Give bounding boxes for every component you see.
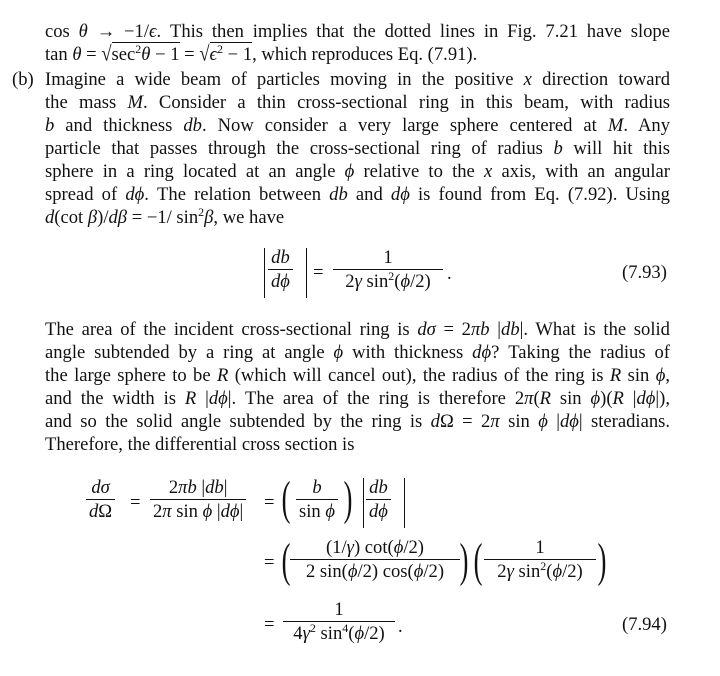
period: .	[398, 616, 403, 637]
equals-sign: =	[313, 262, 324, 283]
equals-sign: =	[264, 492, 275, 513]
text-line: b and thickness db. Now consider a very large sphere centered at M. Any	[45, 115, 670, 136]
equals-sign: =	[264, 552, 275, 573]
denominator: dϕ	[271, 271, 290, 292]
fraction	[283, 599, 395, 646]
text-line: cos θ → −1/ϵ. This then implies that the dotted lines in Fig. 7.21 have slope	[45, 21, 670, 42]
text-line: $\tan \theta = √\sec^2\theta - 1 = √\epsilon^2 - 1$, which reproduces Eq. (7.91).	[45, 42, 478, 67]
text-line: Therefore, the differential cross section is	[45, 434, 355, 455]
equals-sign: =	[264, 614, 275, 635]
denominator: dΩ	[89, 501, 113, 522]
left-paren: (	[281, 534, 291, 587]
numerator: db	[369, 477, 388, 498]
numerator: 1	[383, 247, 393, 268]
denominator: sin ϕ	[299, 501, 335, 522]
text-line: sphere in a ring located at an angle ϕ relative to the x axis, with an angular	[45, 161, 670, 182]
equals-sign: =	[130, 492, 141, 513]
abs-bar	[264, 248, 265, 298]
fraction	[150, 477, 246, 524]
denominator: dϕ	[369, 501, 388, 522]
text-line: angle subtended by a ring at angle ϕ with thickness dϕ? Taking the radius of	[45, 342, 670, 363]
text-line: the mass M. Consider a thin cross-sectional ring in this beam, with radius	[45, 92, 670, 113]
text-line: d(cot β)/dβ = −1/ $\sin^2\beta$, we have	[45, 205, 285, 228]
right-paren: )	[459, 534, 469, 587]
numerator: 1	[334, 599, 344, 620]
numerator: (1/γ) cot(ϕ/2)	[325, 537, 424, 558]
right-paren: )	[597, 534, 607, 587]
numerator: 2πb |db|	[168, 477, 228, 498]
fraction	[484, 537, 596, 584]
abs-bar	[363, 478, 364, 528]
equation-number: (7.93)	[622, 262, 667, 283]
text-line: and the width is R |dϕ|. The area of the ring is therefore 2π(R sin ϕ)(R |dϕ|),	[45, 388, 670, 409]
denominator: 2γ $\sin^2(\phi/2)$	[497, 559, 583, 582]
numerator: db	[271, 247, 290, 268]
denominator: 2 sin(ϕ/2) cos(ϕ/2)	[305, 561, 445, 582]
numerator: dσ	[91, 477, 110, 498]
numerator: b	[312, 477, 322, 498]
fraction	[366, 477, 391, 524]
text-line: the large sphere to be R (which will cancel out), the radius of the ring is R sin ϕ,	[45, 365, 671, 386]
left-paren: (	[473, 534, 483, 587]
equation-number: (7.94)	[622, 614, 667, 635]
text-line: spread of dϕ. The relation between db and dϕ is found from Eq. (7.92). Using	[45, 184, 670, 205]
item-label: (b)	[12, 69, 34, 90]
abs-bar	[404, 478, 405, 528]
text-line: The area of the incident cross-sectional ring is dσ = 2πb |db|. What is the solid	[45, 319, 670, 340]
text-line: Imagine a wide beam of particles moving in the positive x direction toward	[45, 69, 670, 90]
denominator: 2γ $\sin^2(\phi/2)$	[345, 269, 431, 292]
denominator: 2π sin ϕ |dϕ|	[153, 501, 244, 522]
abs-bar	[306, 248, 307, 298]
fraction	[290, 537, 460, 584]
fraction	[86, 477, 115, 524]
fraction	[268, 247, 293, 294]
right-paren: )	[343, 472, 353, 525]
fraction	[296, 477, 338, 524]
numerator: 1	[535, 537, 545, 558]
text-line: and so the solid angle subtended by the ring is dΩ = 2π sin ϕ |dϕ| steradians.	[45, 411, 671, 432]
denominator: $4\gamma^2$ $\sin^4(\phi/2)$	[293, 621, 385, 644]
fraction	[333, 247, 443, 294]
text-line: particle that passes through the cross-sectional ring of radius b will hit this	[45, 138, 670, 159]
period: .	[447, 263, 452, 284]
left-paren: (	[281, 472, 291, 525]
